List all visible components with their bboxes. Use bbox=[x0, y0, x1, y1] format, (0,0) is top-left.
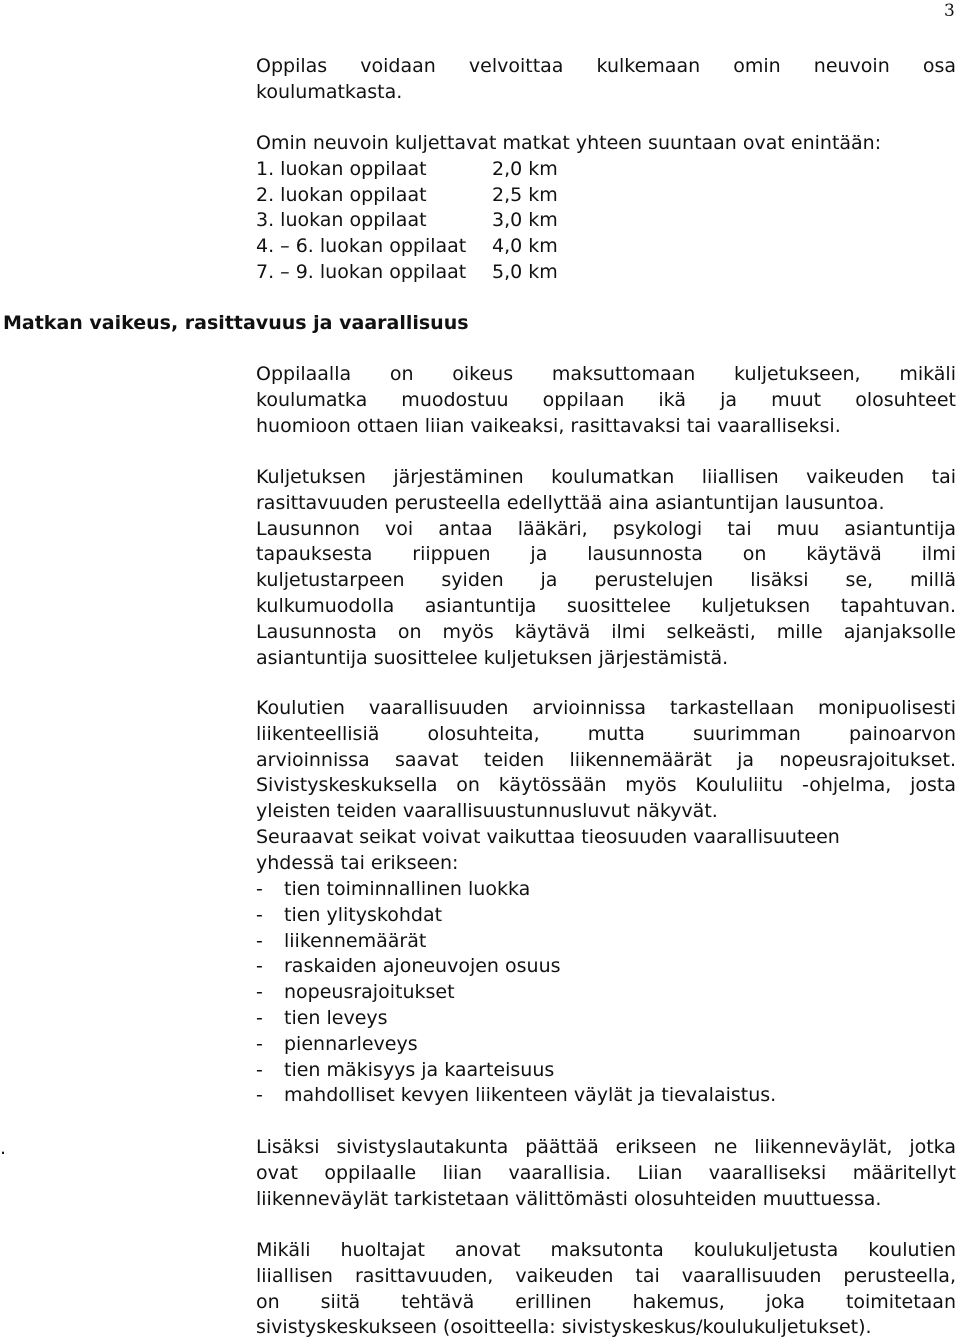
paragraph-line: huomioon ottaen liian vaikeaksi, rasittavaksi tai vaaralliseksi. bbox=[256, 414, 841, 437]
distance-value: 2,5 km bbox=[492, 183, 558, 206]
dash-bullet: - bbox=[256, 929, 263, 952]
list-item bbox=[256, 1058, 956, 1084]
grade-label: 1. luokan oppilaat bbox=[256, 157, 427, 180]
distance-list-title: Omin neuvoin kuljettavat matkat yhteen suuntaan ovat enintään: bbox=[256, 132, 882, 154]
paragraph-line: liikenneväylät tarkistetaan välittömästi olosuhteiden muuttuessa. bbox=[256, 1187, 882, 1210]
paragraph-line: arvioinnissa saavat teiden liikennemäärät ja nopeusrajoitukset. bbox=[256, 748, 956, 771]
paragraph-line: liikenteellisiä olosuhteita, mutta suurimman painoarvon bbox=[256, 722, 956, 745]
stray-dot: . bbox=[0, 1137, 7, 1159]
distance-value: 3,0 km bbox=[492, 209, 558, 232]
distance-row bbox=[256, 234, 956, 260]
distance-list bbox=[256, 131, 956, 286]
dash-bullet: - bbox=[256, 1058, 263, 1081]
list-item-text: tien ylityskohdat bbox=[284, 903, 443, 926]
paragraph-line: tapauksesta riippuen ja lausunnosta on käytävä ilmi bbox=[256, 543, 956, 566]
list-item-text: piennarleveys bbox=[284, 1032, 418, 1055]
distance-row bbox=[256, 183, 956, 209]
paragraph-line: Lausunnosta on myös käytävä ilmi selkeästi, mille ajanjaksolle bbox=[256, 620, 956, 643]
distance-value: 4,0 km bbox=[492, 235, 558, 258]
grade-label: 2. luokan oppilaat bbox=[256, 183, 427, 206]
distance-value: 5,0 km bbox=[492, 260, 558, 283]
list-item bbox=[256, 903, 956, 929]
page-number: 3 bbox=[944, 1, 955, 21]
list-item bbox=[256, 954, 956, 980]
list-item-text: raskaiden ajoneuvojen osuus bbox=[284, 955, 561, 978]
paragraph-line: kulkumuodolla asiantuntija suosittelee kuljetuksen tapahtuvan. bbox=[256, 594, 956, 617]
paragraph-line: Kuljetuksen järjestäminen koulumatkan liiallisen vaikeuden tai bbox=[256, 466, 956, 488]
paragraph-line: kuljetustarpeen syiden ja perustelujen lisäksi se, millä bbox=[256, 569, 956, 592]
list-item-text: mahdolliset kevyen liikenteen väylät ja tievalaistus. bbox=[284, 1084, 777, 1107]
distance-row bbox=[256, 260, 956, 286]
distance-value: 2,0 km bbox=[492, 157, 558, 180]
paragraph-line: liiallisen rasittavuuden, vaikeuden tai vaarallisuuden perusteella, bbox=[256, 1264, 956, 1287]
paragraph-line: koulumatka muodostuu oppilaan ikä ja muut olosuhteet bbox=[256, 388, 956, 411]
paragraph-danger-assessment bbox=[256, 696, 956, 877]
paragraph-line: yhdessä tai erikseen: bbox=[256, 851, 459, 874]
paragraph-application bbox=[256, 1238, 956, 1341]
distance-row bbox=[256, 157, 956, 183]
grade-label: 7. – 9. luokan oppilaat bbox=[256, 260, 467, 283]
list-item-text: tien leveys bbox=[284, 1006, 388, 1029]
factor-list bbox=[256, 877, 956, 1109]
grade-label: 3. luokan oppilaat bbox=[256, 209, 427, 232]
dash-bullet: - bbox=[256, 1006, 263, 1029]
paragraph-board-decision bbox=[256, 1135, 956, 1212]
paragraph-line: Mikäli huoltajat anovat maksutonta koulukuljetusta koulutien bbox=[256, 1239, 956, 1261]
list-item bbox=[256, 877, 956, 903]
paragraph-line: Koulutien vaarallisuuden arvioinnissa tarkastellaan monipuolisesti bbox=[256, 697, 956, 719]
paragraph-line: yleisten teiden vaarallisuustunnusluvut näkyvät. bbox=[256, 800, 718, 823]
section-heading: Matkan vaikeus, rasittavuus ja vaarallisuus bbox=[3, 312, 469, 334]
dash-bullet: - bbox=[256, 981, 263, 1004]
list-item bbox=[256, 1006, 956, 1032]
paragraph-line: sivistyskeskukseen (osoitteella: sivistyskeskus/koulukuljetukset). bbox=[256, 1316, 872, 1339]
list-item bbox=[256, 980, 956, 1006]
distance-row bbox=[256, 208, 956, 234]
paragraph-line: Lausunnon voi antaa lääkäri, psykologi tai muu asiantuntija bbox=[256, 517, 956, 540]
intro-paragraph bbox=[256, 54, 956, 106]
intro-line: koulumatkasta. bbox=[256, 80, 403, 103]
paragraph-line: ovat oppilaalle liian vaarallisia. Liian vaaralliseksi määritellyt bbox=[256, 1161, 956, 1184]
list-item-text: tien mäkisyys ja kaarteisuus bbox=[284, 1058, 555, 1081]
paragraph-right-to-transport bbox=[256, 362, 956, 439]
list-item-text: liikennemäärät bbox=[284, 929, 427, 952]
dash-bullet: - bbox=[256, 955, 263, 978]
paragraph-line: Oppilaalla on oikeus maksuttomaan kuljetukseen, mikäli bbox=[256, 363, 956, 385]
list-item-text: nopeusrajoitukset bbox=[284, 981, 455, 1004]
dash-bullet: - bbox=[256, 1084, 263, 1107]
grade-label: 4. – 6. luokan oppilaat bbox=[256, 235, 467, 258]
paragraph-line: Seuraavat seikat voivat vaikuttaa tieosuuden vaarallisuuteen bbox=[256, 825, 840, 848]
dash-bullet: - bbox=[256, 1032, 263, 1055]
dash-bullet: - bbox=[256, 878, 263, 900]
paragraph-line: rasittavuuden perusteella edellyttää aina asiantuntijan lausuntoa. bbox=[256, 491, 885, 514]
dash-bullet: - bbox=[256, 903, 263, 926]
list-item bbox=[256, 929, 956, 955]
paragraph-line: on siitä tehtävä erillinen hakemus, joka toimitetaan bbox=[256, 1290, 956, 1313]
paragraph-line: Sivistyskeskuksella on käytössään myös Koululiitu -ohjelma, josta bbox=[256, 774, 956, 797]
list-item bbox=[256, 1083, 956, 1109]
list-item-text: tien toiminnallinen luokka bbox=[284, 878, 531, 900]
paragraph-expert-statement bbox=[256, 465, 956, 671]
paragraph-line: Lisäksi sivistyslautakunta päättää erikseen ne liikenneväylät, jotka bbox=[256, 1136, 956, 1158]
paragraph-line: asiantuntija suosittelee kuljetuksen järjestämistä. bbox=[256, 646, 729, 669]
intro-line: Oppilas voidaan velvoittaa kulkemaan omin neuvoin osa bbox=[256, 55, 956, 77]
list-item bbox=[256, 1032, 956, 1058]
